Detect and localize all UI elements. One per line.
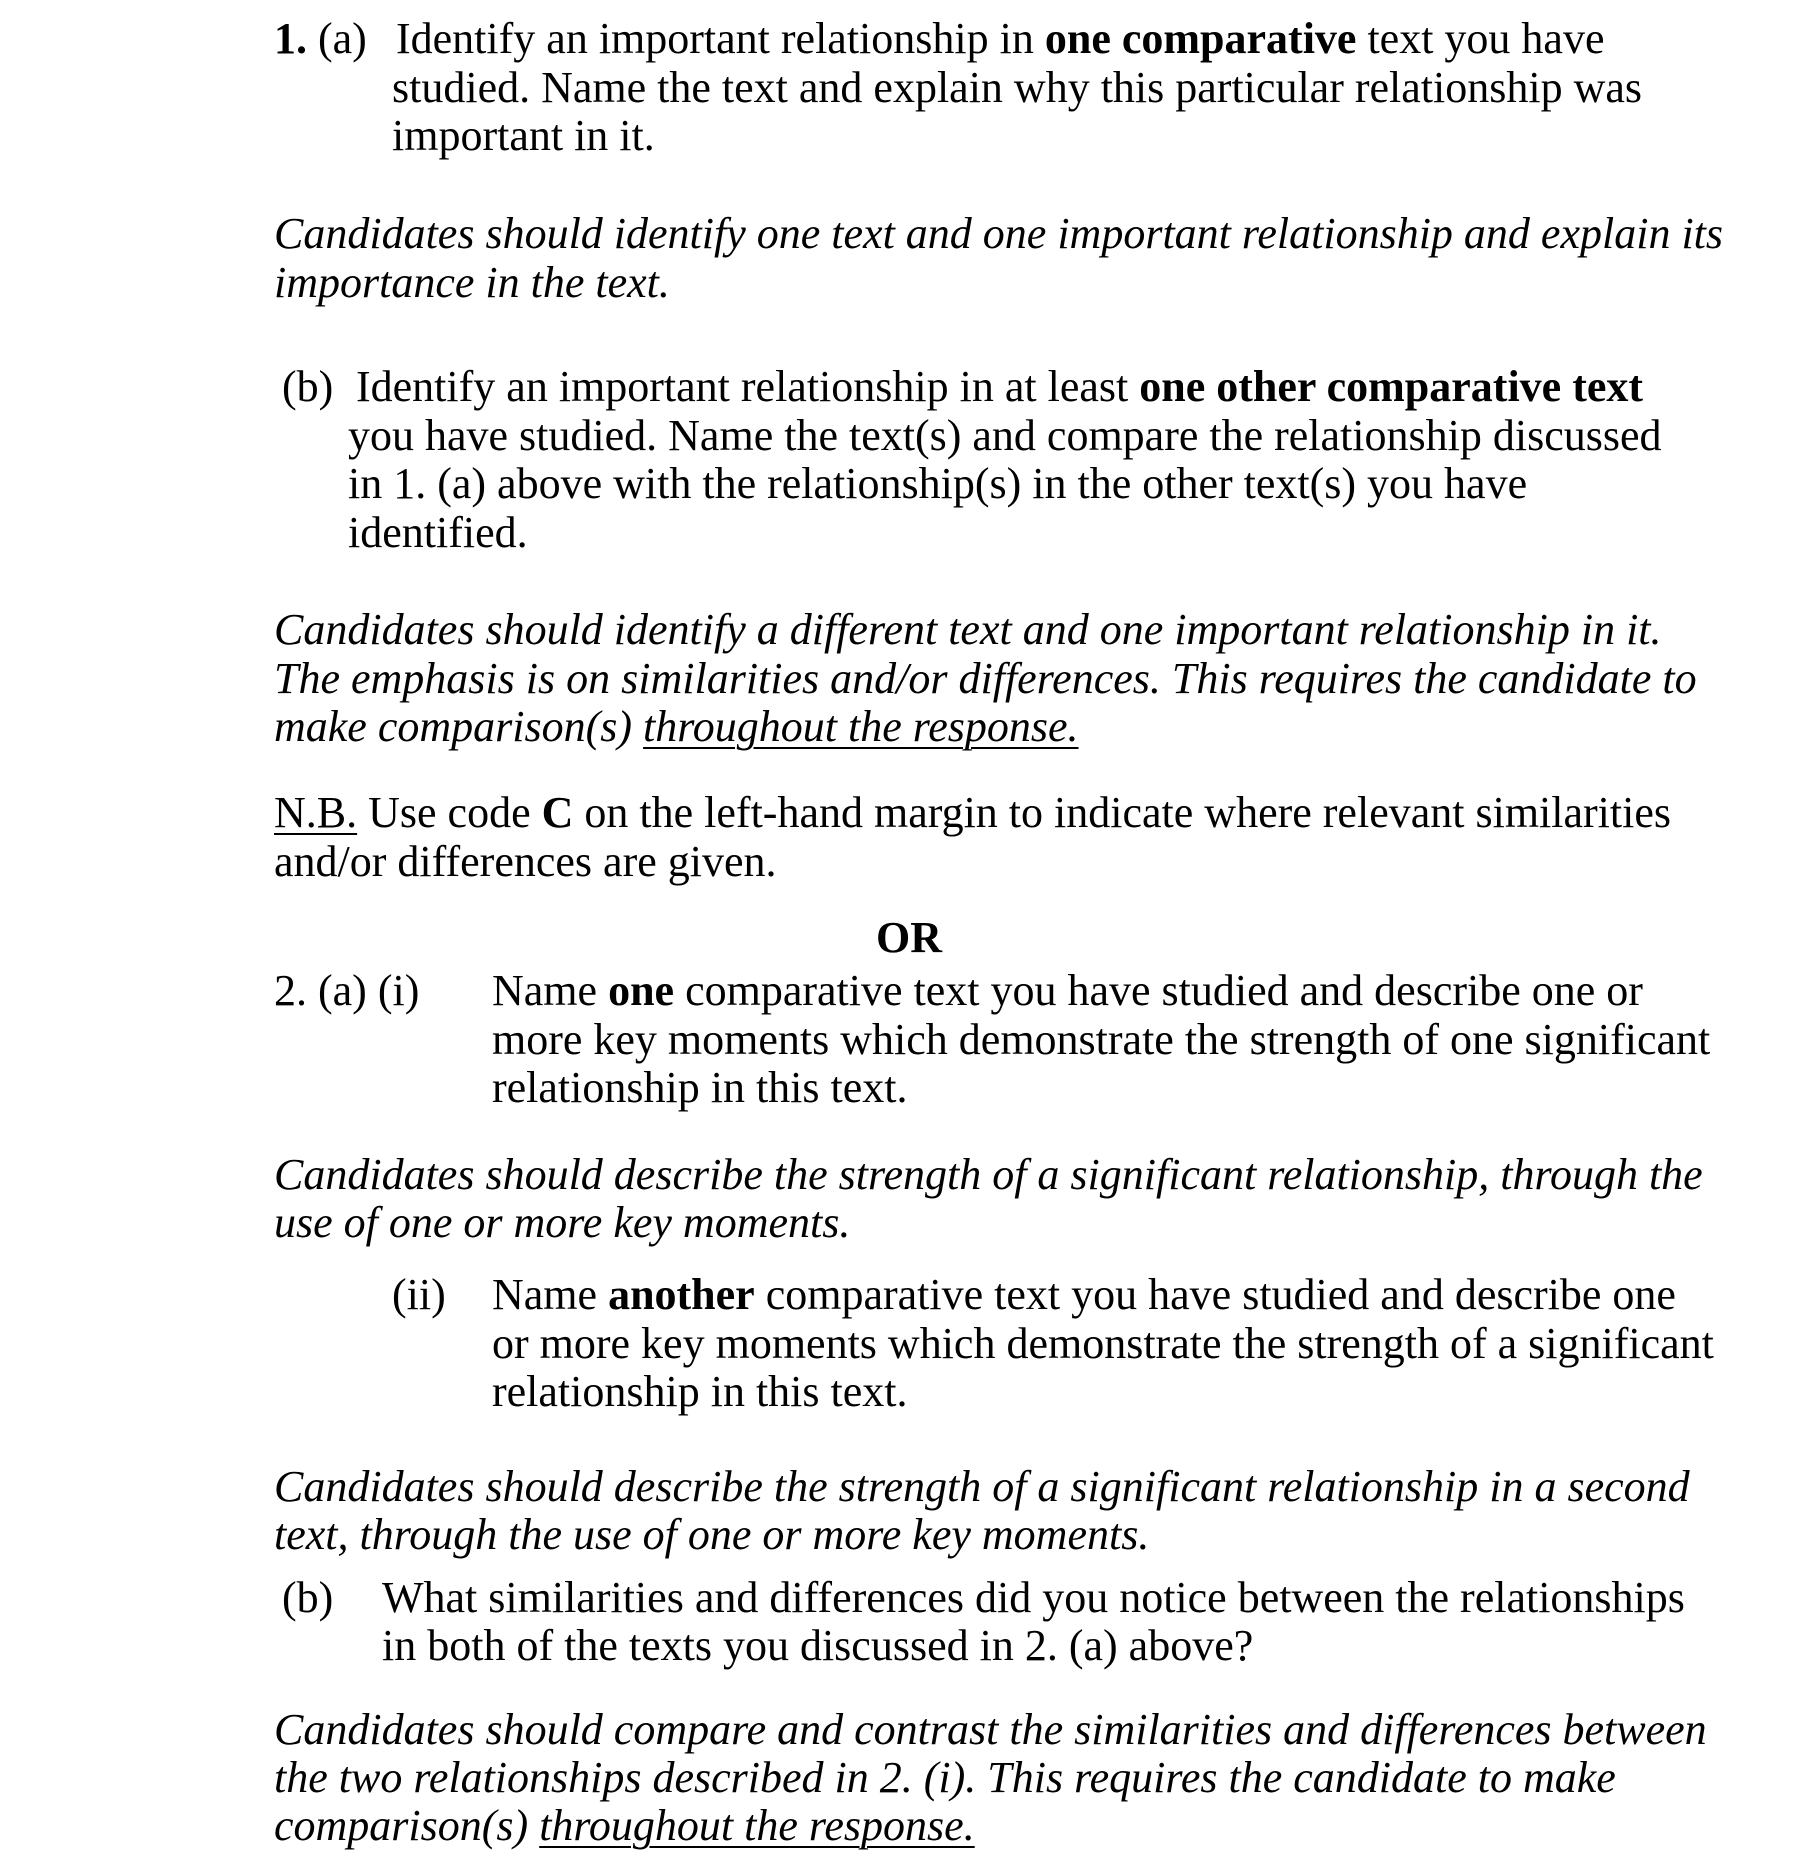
guidance-2a-i-line-1: Candidates should describe the strength of a significant relationship, through the [274, 1150, 1703, 1199]
question-1a-text-3: important in it. [392, 111, 655, 160]
nb-label: N.B. [274, 788, 358, 837]
emphasis-text: another [608, 1270, 755, 1319]
guidance-2a-ii-line-1: Candidates should describe the strength of a significant relationship in a second [274, 1462, 1690, 1511]
question-2a-i-text-3: relationship in this text. [492, 1063, 908, 1112]
question-2a-ii-text-1: Name another comparative text you have studied and describe one [492, 1270, 1676, 1319]
underlined-text: throughout the response. [643, 702, 1079, 751]
question-1a-line-1 [274, 14, 367, 63]
code-label: C [541, 788, 574, 837]
emphasis-text: one [608, 966, 675, 1015]
guidance-2b-line-3: comparison(s) throughout the response. [274, 1801, 975, 1850]
part-label: (b) [282, 362, 334, 411]
nb-note-line-2: and/or differences are given. [274, 837, 777, 886]
question-2a-ii-text-3: relationship in this text. [492, 1367, 908, 1416]
question-1b-text-1: Identify an important relationship in at least one other comparative text [356, 362, 1644, 411]
part-label: (b) [282, 1573, 334, 1622]
guidance-2b-line-2: the two relationships described in 2. (i). This requires the candidate to make [274, 1753, 1616, 1802]
question-label: (ii) [392, 1270, 446, 1319]
guidance-1b-line-3: make comparison(s) throughout the response. [274, 702, 1079, 751]
part-label: (a) [318, 14, 367, 63]
question-1b-text-4: identified. [348, 508, 528, 557]
emphasis-text: one comparative [1044, 14, 1357, 63]
or-divider: OR [876, 913, 942, 962]
question-1b-text-3: in 1. (a) above with the relationship(s) in the other text(s) you have [348, 459, 1528, 508]
guidance-1a-line-1: Candidates should identify one text and one important relationship and explain its [274, 209, 1724, 258]
emphasis-text: one other comparative text [1139, 362, 1644, 411]
question-2a-i-text-2: more key moments which demonstrate the strength of one significant [492, 1015, 1711, 1064]
guidance-1b-line-1: Candidates should identify a different text and one important relationship in it. [274, 605, 1662, 654]
underlined-text: throughout the response. [539, 1801, 975, 1850]
guidance-2b-line-1: Candidates should compare and contrast the similarities and differences between [274, 1705, 1707, 1754]
question-label: 2. (a) (i) [274, 966, 420, 1015]
question-2b-text-2: in both of the texts you discussed in 2. (a) above? [382, 1621, 1254, 1670]
question-1b-text-2: you have studied. Name the text(s) and compare the relationship discussed [348, 411, 1662, 460]
nb-note-line-1: N.B. Use code C on the left-hand margin to indicate where relevant similarities [274, 788, 1671, 837]
question-1a-text-1: Identify an important relationship in one comparative text you have [396, 14, 1605, 63]
question-2b-text-1: What similarities and differences did you notice between the relationships [382, 1573, 1685, 1622]
guidance-2a-ii-line-2: text, through the use of one or more key moments. [274, 1510, 1150, 1559]
question-2a-i-text-1: Name one comparative text you have studied and describe one or [492, 966, 1643, 1015]
guidance-2a-i-line-2: use of one or more key moments. [274, 1198, 851, 1247]
question-number: 1. [274, 14, 307, 63]
guidance-1a-line-2: importance in the text. [274, 258, 670, 307]
guidance-1b-line-2: The emphasis is on similarities and/or differences. This requires the candidate to [274, 654, 1697, 703]
question-1a-text-2: studied. Name the text and explain why this particular relationship was [392, 63, 1643, 112]
question-2a-ii-text-2: or more key moments which demonstrate the strength of a significant [492, 1319, 1714, 1368]
